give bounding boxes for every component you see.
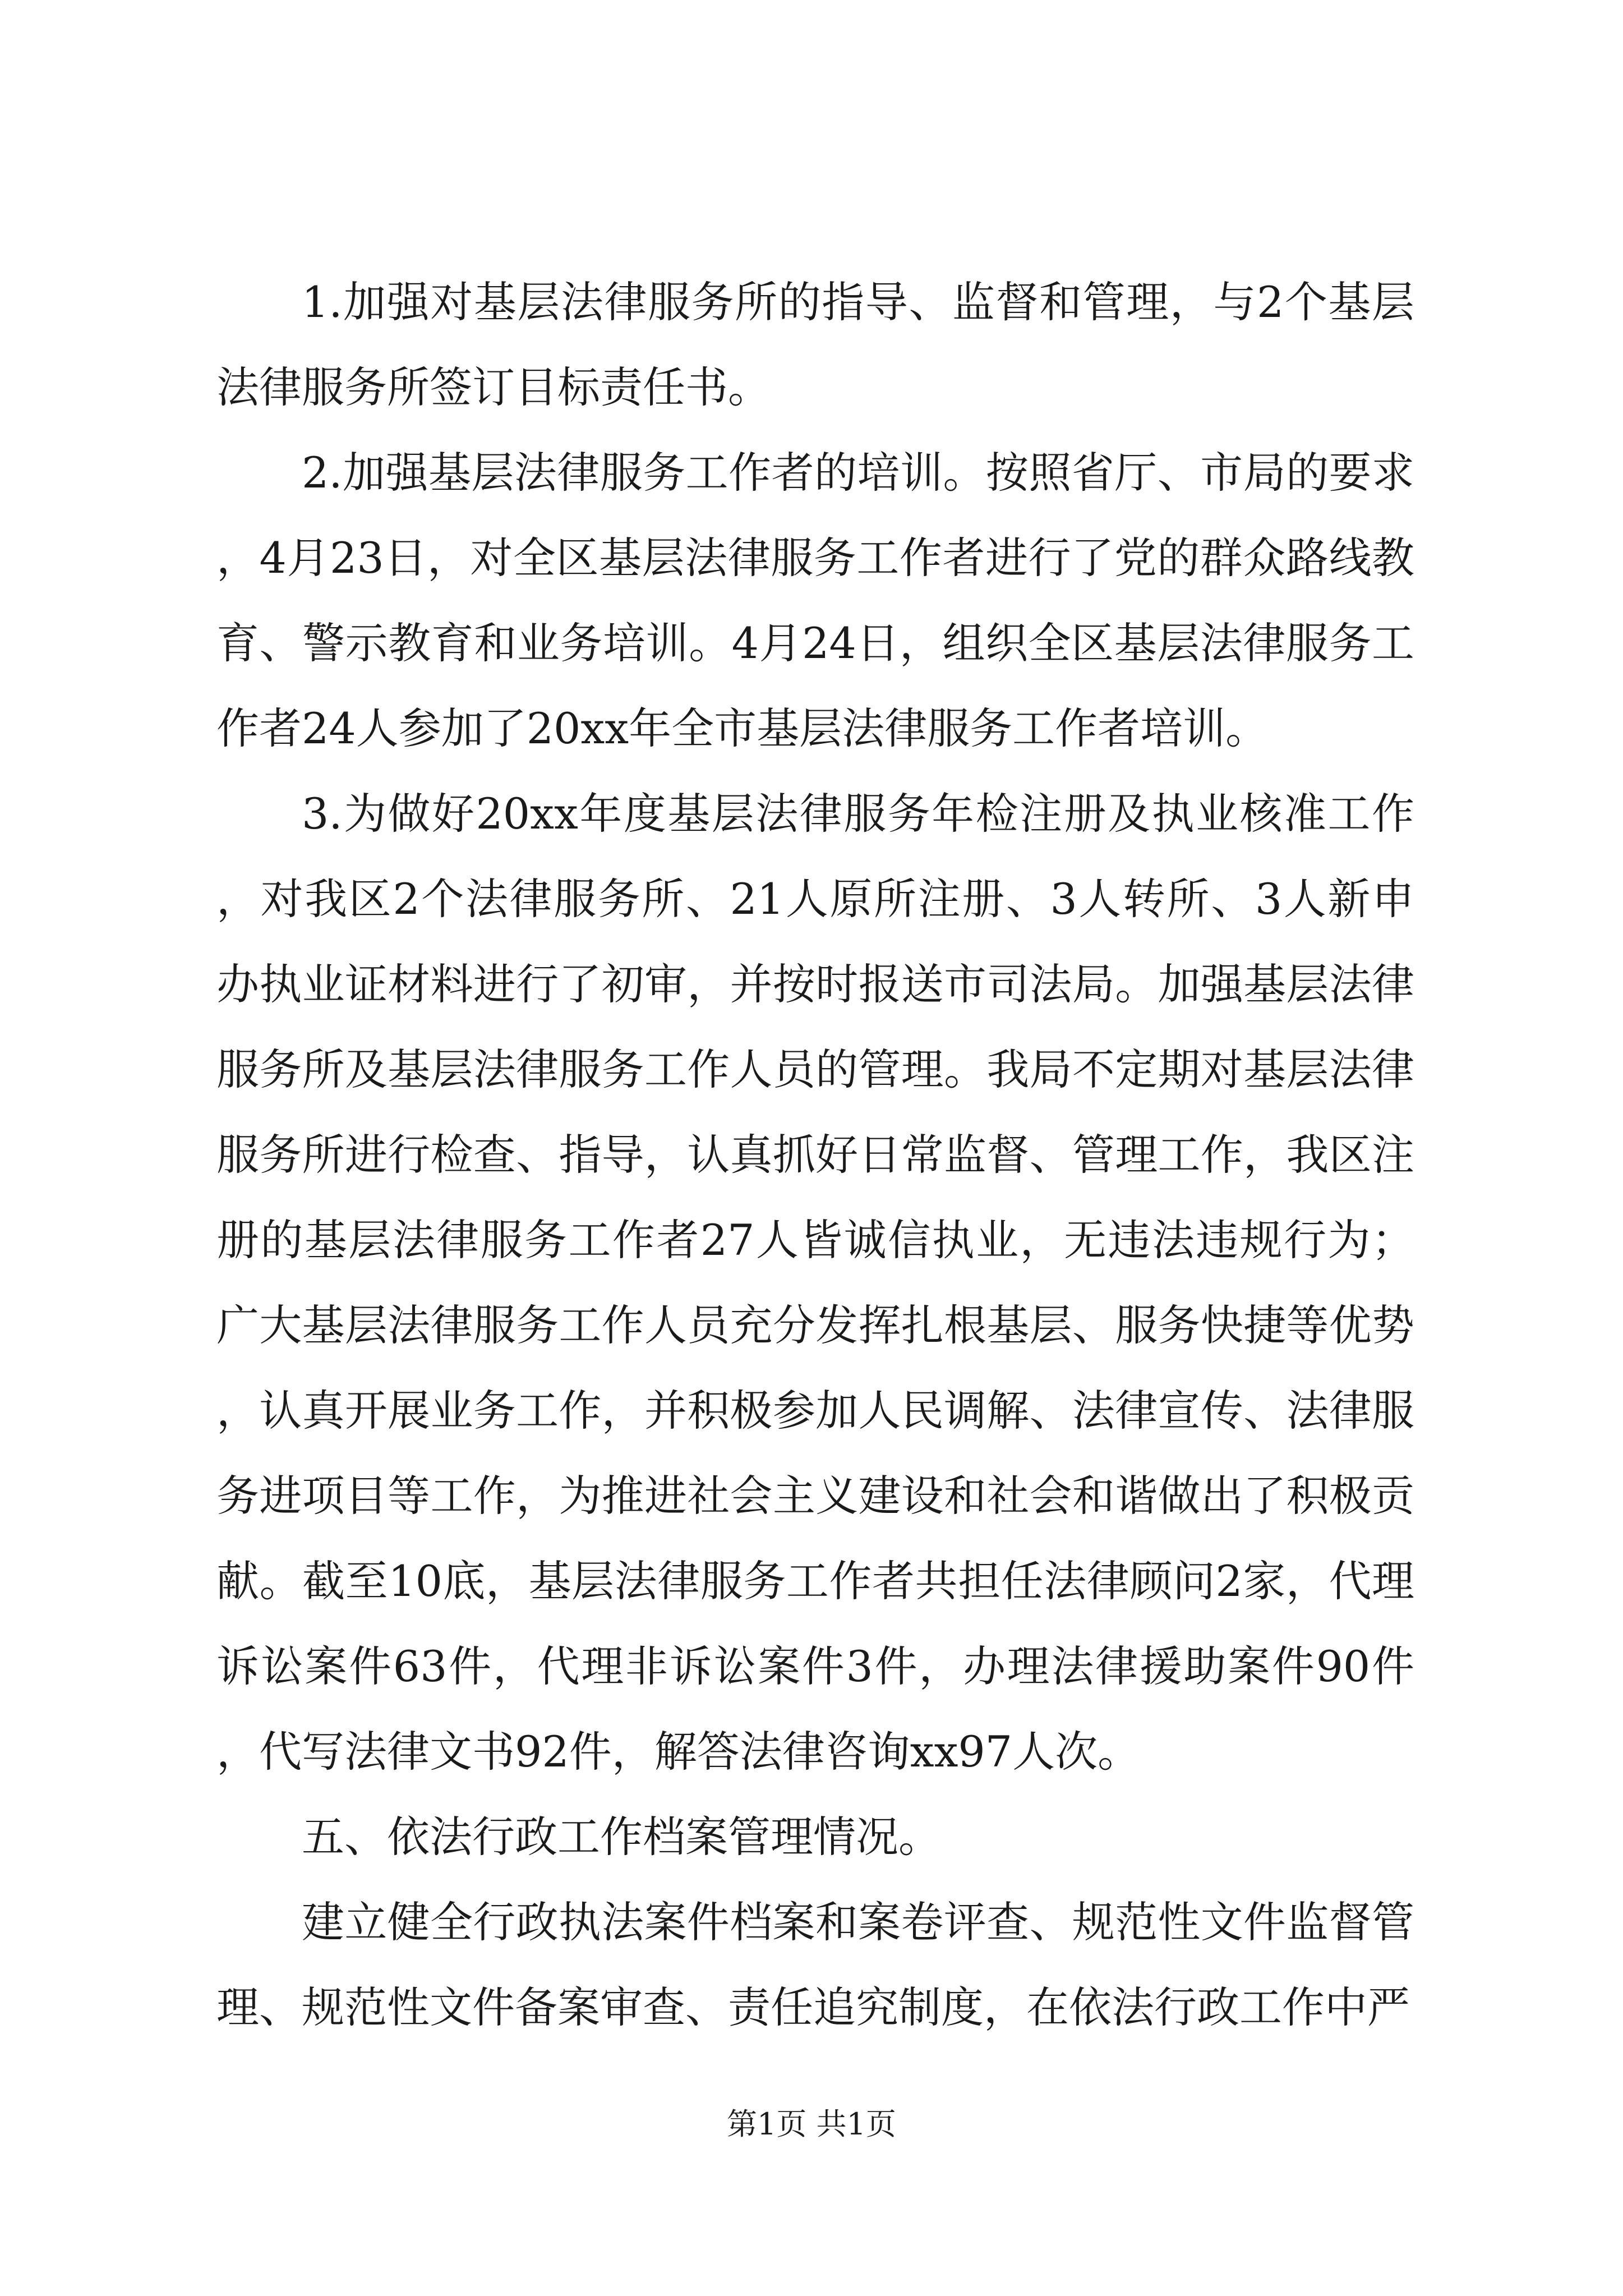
section-heading: 五、依法行政工作档案管理情况。	[302, 1812, 941, 1862]
paragraph-5: 建立健全行政执法案件档案和案卷评查、规范性文件监督管理、规范性文件备案审查、责任追究制度，在依法行政工作中严	[216, 1897, 1414, 2032]
paragraph-3: 3.为做好20xx年度基层法律服务年检注册及执业核准工作，对我区2个法律服务所、21人原所注册、3人转所、3人新申办执业证材料进行了初审，并按时报送市司法局。加强基层法律服务所及基层法律服务工作人员的管理。我局不定期对基层法律服务所进行检查、指导，认真抓好日常监督、管理工作，我区注册的基层法律服务工作者27人皆诚信执业，无违法违规行为；广大基层法律服务工作人员充分发挥扎根基层、服务快捷等优势，认真开展业务工作，并积极参加人民调解、法律宣传、法律服务进项目等工作，为推进社会主义建设和社会和谐做出了积极贡献。截至10底，基层法律服务工作者共担任法律顾问2家，代理诉讼案件63件，代理非诉讼案件3件，办理法律援助案件90件，代写法律文书92件，解答法律咨询xx97人次。	[216, 789, 1414, 1777]
paragraph-1: 1.加强对基层法律服务所的指导、监督和管理，与2个基层法律服务所签订目标责任书。	[216, 277, 1414, 412]
document-body	[216, 260, 1414, 2050]
paragraph-2: 2.加强基层法律服务工作者的培训。按照省厅、市局的要求，4月23日，对全区基层法律服务工作者进行了党的群众路线教育、警示教育和业务培训。4月24日，组织全区基层法律服务工作者24人参加了20xx年全市基层法律服务工作者培训。	[216, 448, 1414, 753]
page-footer: 第1页 共1页	[727, 2106, 896, 2142]
